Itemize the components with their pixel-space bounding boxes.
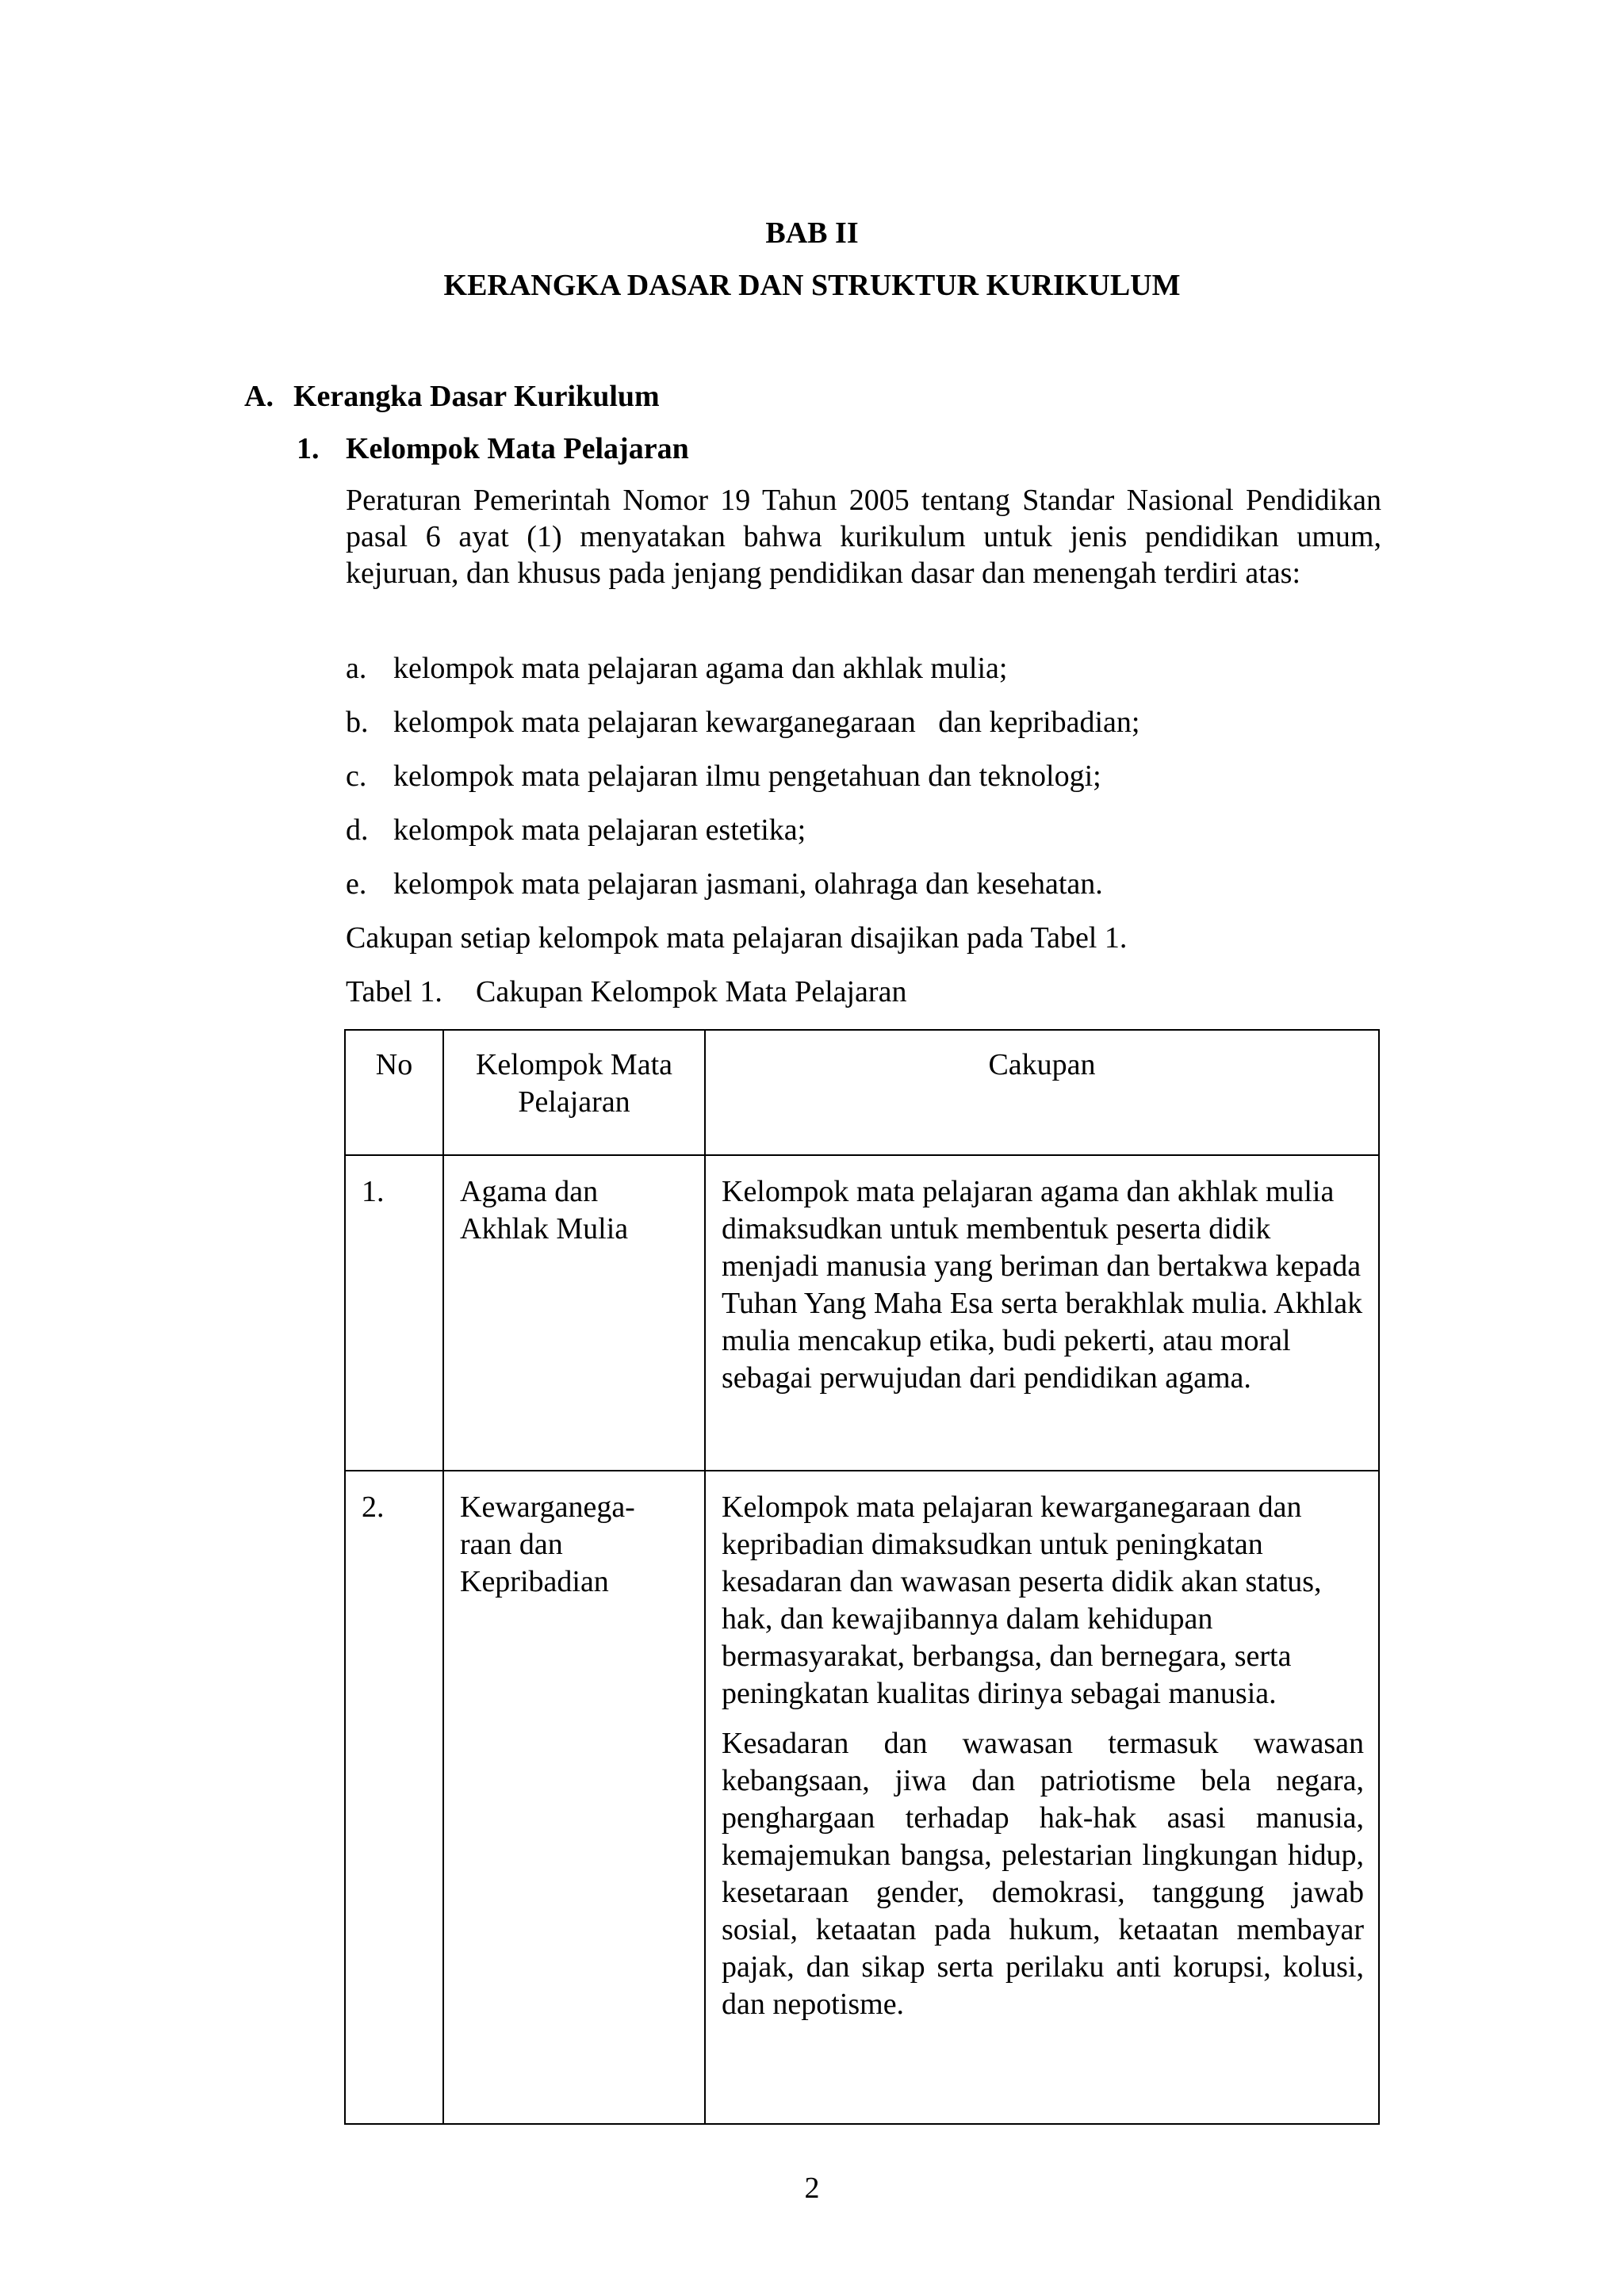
scope-table — [344, 1029, 1380, 2125]
list-item — [346, 758, 1381, 812]
list-item-text: kelompok mata pelajaran kewarganegaraan dan kepribadian; — [393, 706, 1140, 739]
list-item — [346, 650, 1381, 704]
row-number: 1. — [345, 1155, 443, 1471]
scope-paragraph: Kelompok mata pelajaran kewarganegaraan dan kepribadian dimaksudkan untuk peningkatan kesadaran dan wawasan peserta didik akan status, hak, dan kewajibannya dalam kehidupan bermasyarakat, berbangsa, dan bernegara, serta peningkatan kualitas dirinya sebagai manusia. — [722, 1490, 1322, 1710]
page-number: 2 — [804, 2172, 820, 2205]
intro-paragraph: Peraturan Pemerintah Nomor 19 Tahun 2005 tentang Standar Nasional Pendidikan pasal 6 ayat (1) menyatakan bahwa kurikulum untuk jenis pendidikan umum, kejuruan, dan khusus pada jenjang pendidikan dasar dan menengah terdiri atas: — [346, 484, 1381, 590]
chapter-title: KERANGKA DASAR DAN STRUKTUR KURIKULUM — [443, 269, 1181, 302]
subsection-heading — [297, 431, 689, 466]
table-caption-number: Tabel 1. — [346, 975, 442, 1008]
section-heading — [244, 379, 660, 414]
row-group — [443, 1155, 705, 1471]
section-title: Kerangka Dasar Kurikulum — [293, 380, 660, 413]
list-item-mark: c. — [346, 760, 367, 793]
table-row — [345, 1155, 1379, 1471]
list-item-text: kelompok mata pelajaran jasmani, olahraga dan kesehatan. — [393, 867, 1103, 901]
list-item-mark: b. — [346, 706, 369, 739]
list-item — [346, 812, 1381, 866]
row-group — [443, 1471, 705, 2124]
table-caption-title: Cakupan Kelompok Mata Pelajaran — [476, 975, 907, 1008]
header-group — [443, 1030, 705, 1155]
header-scope: Cakupan — [705, 1030, 1379, 1155]
section-letter: A. — [244, 380, 274, 413]
row-group-line: raan dan — [460, 1528, 563, 1561]
header-group-line: Kelompok Mata — [475, 1048, 672, 1081]
row-number: 2. — [345, 1471, 443, 2124]
list-item-text: kelompok mata pelajaran agama dan akhlak mulia; — [393, 652, 1008, 685]
list-item — [346, 704, 1381, 758]
row-group-line: Akhlak Mulia — [460, 1212, 629, 1246]
list-item-text: kelompok mata pelajaran ilmu pengetahuan dan teknologi; — [393, 760, 1101, 793]
table-row — [345, 1471, 1379, 2124]
list-item-mark: e. — [346, 867, 367, 901]
row-group-line: Kepribadian — [460, 1565, 609, 1598]
list-item — [346, 866, 1381, 920]
list-item-mark: d. — [346, 813, 369, 847]
scope-paragraph: Kesadaran dan wawasan termasuk wawasan kebangsaan, jiwa dan patriotisme bela negara, penghargaan terhadap hak-hak asasi manusia, kemajemukan bangsa, pelestarian lingkungan hidup, kesetaraan gender, demokrasi, tanggung jawab sosial, ketaatan pada hukum, ketaatan membayar pajak, dan sikap serta perilaku anti korupsi, kolusi, dan nepotisme. — [722, 1727, 1364, 2021]
row-group-line: Kewarganega- — [460, 1490, 635, 1524]
group-list — [346, 650, 1381, 920]
chapter-number: BAB II — [765, 216, 859, 250]
subsection-number: 1. — [297, 432, 320, 465]
header-group-line: Pelajaran — [518, 1085, 630, 1119]
cakupan-sentence: Cakupan setiap kelompok mata pelajaran disajikan pada Tabel 1. — [346, 921, 1128, 955]
scope-paragraph: Kelompok mata pelajaran agama dan akhlak mulia dimaksudkan untuk membentuk peserta didik menjadi manusia yang beriman dan bertakwa kepada Tuhan Yang Maha Esa serta berakhlak mulia. Akhlak mulia mencakup etika, budi pekerti, atau moral sebagai perwujudan dari pendidikan agama. — [722, 1175, 1363, 1395]
row-scope — [705, 1155, 1379, 1471]
row-group-line: Agama dan — [460, 1175, 599, 1208]
subsection-title: Kelompok Mata Pelajaran — [346, 432, 689, 465]
table-caption — [346, 974, 1381, 1010]
list-item-mark: a. — [346, 652, 367, 685]
header-no: No — [345, 1030, 443, 1155]
list-item-text: kelompok mata pelajaran estetika; — [393, 813, 806, 847]
table-header-row — [345, 1030, 1379, 1155]
row-scope — [705, 1471, 1379, 2124]
